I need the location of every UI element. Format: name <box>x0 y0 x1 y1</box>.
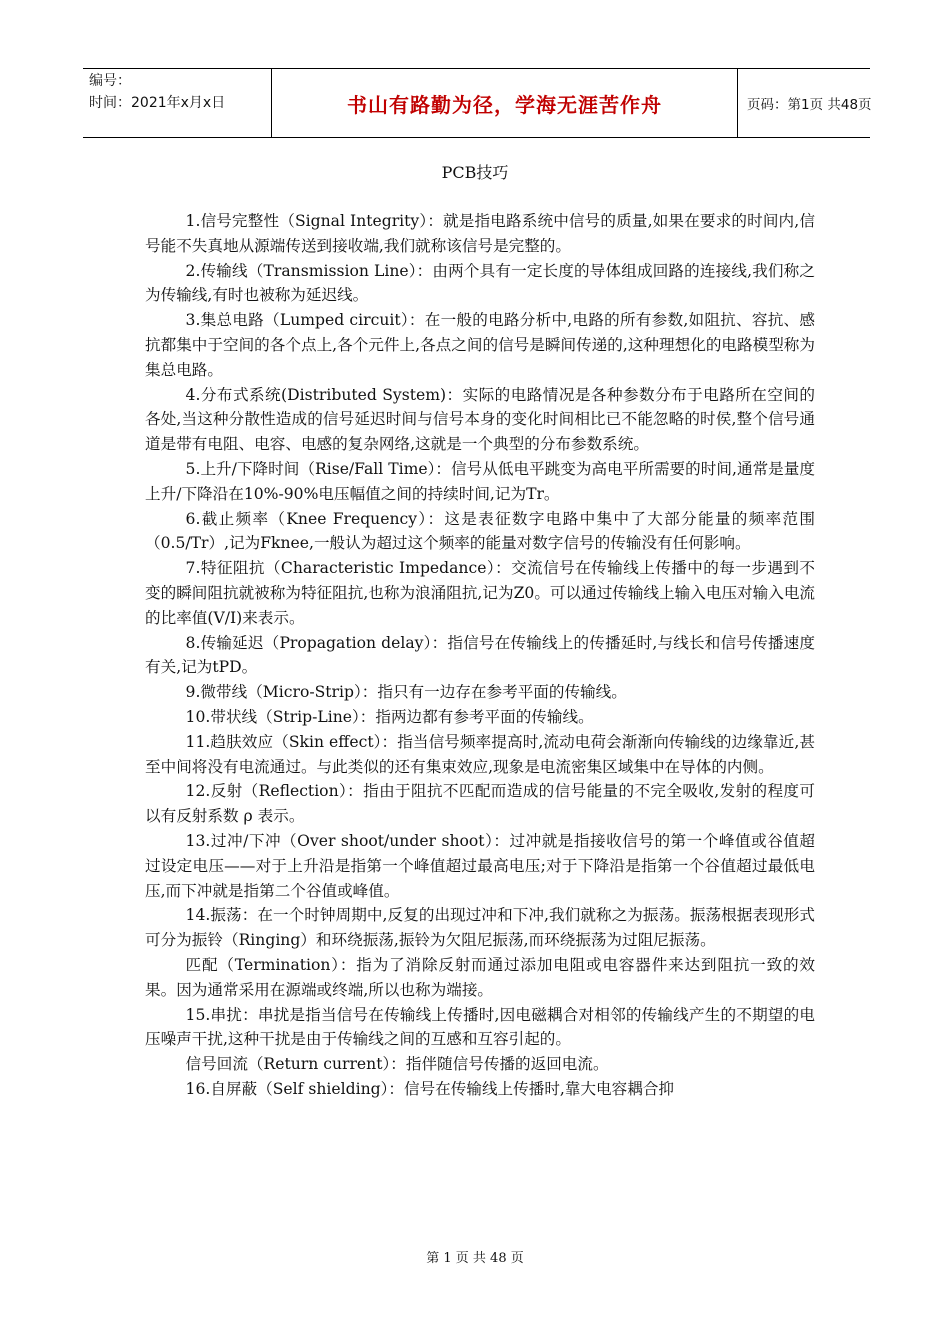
paragraph: 匹配（Termination）：指为了消除反射而通过添加电阻或电容器件来达到阻抗一致的效果。因为通常采用在源端或终端,所以也称为端接。 <box>145 955 815 999</box>
paragraph: 5.上升/下降时间（Rise/Fall Time）：信号从低电平跳变为高电平所需要的时间,通常是量度上升/下降沿在10%-90%电压幅值之间的持续时间,记为Tr。 <box>145 459 815 503</box>
paragraph: 6.截止频率（Knee Frequency）：这是表征数字电路中集中了大部分能量的频率范围（0.5/Tr）,记为Fknee,一般认为超过这个频率的能量对数字信号的传输没有任何影响。 <box>145 509 815 553</box>
page-header <box>83 68 870 138</box>
header-page-cell <box>737 69 870 137</box>
page-info: 页码：第1页 共48页 <box>747 97 872 113</box>
paragraph: 16.自屏蔽（Self shielding）：信号在传输线上传播时,靠大电容耦合抑 <box>185 1079 675 1098</box>
paragraph: 1.信号完整性（Signal Integrity）：就是指电路系统中信号的质量,如果在要求的时间内,信号能不失真地从源端传送到接收端,我们就称该信号是完整的。 <box>145 212 815 255</box>
code-label: 编号： <box>89 73 131 89</box>
time-label: 时间：2021年x月x日 <box>89 95 226 111</box>
document-body <box>145 209 815 1102</box>
paragraph: 4.分布式系统(Distributed System)：实际的电路情况是各种参数分布于电路所在空间的各处,当这种分散性造成的信号延迟时间与信号本身的变化时间相比已不能忽略的时侯,整个信号通道是带有电阻、电容、电感的复杂网络,这就是一个典型的分布参数系统。 <box>145 385 815 454</box>
paragraph: 14.振荡：在一个时钟周期中,反复的出现过冲和下冲,我们就称之为振荡。振荡根据表现形式可分为振铃（Ringing）和环绕振荡,振铃为欠阻尼振荡,而环绕振荡为过阻尼振荡。 <box>145 906 815 950</box>
paragraph: 11.趋肤效应（Skin effect）：指当信号频率提高时,流动电荷会渐渐向传输线的边缘靠近,甚至中间将没有电流通过。与此类似的还有集束效应,现象是电流密集区域集中在导体的内侧。 <box>145 732 815 776</box>
paragraph: 信号回流（Return current）：指伴随信号传播的返回电流。 <box>185 1055 609 1074</box>
paragraph: 9.微带线（Micro-Strip）：指只有一边存在参考平面的传输线。 <box>185 683 627 702</box>
paragraph: 3.集总电路（Lumped circuit）：在一般的电路分析中,电路的所有参数,如阻抗、容抗、感抗都集中于空间的各个点上,各个元件上,各点之间的信号是瞬间传递的,这种理想化的电路模型称为集总电路。 <box>145 311 815 379</box>
paragraph: 7.特征阻抗（Characteristic Impedance）：交流信号在传输线上传播中的每一步遇到不变的瞬间阻抗就被称为特征阻抗,也称为浪涌阻抗,记为Z0。可以通过传输线上输入电压对输入电流的比率值(V/I)来表示。 <box>145 559 816 627</box>
paragraph: 2.传输线（Transmission Line）：由两个具有一定长度的导体组成回路的连接线,我们称之为传输线,有时也被称为延迟线。 <box>145 261 815 305</box>
paragraph: 13.过冲/下冲（Over shoot/under shoot）：过冲就是指接收信号的第一个峰值或谷值超过设定电压——对于上升沿是指第一个峰值超过最高电压;对于下降沿是指第一个谷值超过最低电压,而下冲就是指第二个谷值或峰值。 <box>145 831 815 900</box>
paragraph: 12.反射（Reflection）：指由于阻抗不匹配而造成的信号能量的不完全吸收,发射的程度可以有反射系数 ρ 表示。 <box>145 782 815 826</box>
paragraph: 10.带状线（Strip-Line）：指两边都有参考平面的传输线。 <box>185 707 594 726</box>
motto: 书山有路勤为径，学海无涯苦作舟 <box>347 92 662 117</box>
paragraph: 15.串扰：串扰是指当信号在传输线上传播时,因电磁耦合对相邻的传输线产生的不期望的电压噪声干扰,这种干扰是由于传输线之间的互感和互容引起的。 <box>145 1005 815 1049</box>
header-meta <box>83 69 271 137</box>
paragraph: 8.传输延迟（Propagation delay）：指信号在传输线上的传播延时,与线长和信号传播速度有关,记为tPD。 <box>145 633 815 677</box>
page-footer: 第 1 页 共 48 页 <box>426 1251 524 1266</box>
document-title: PCB技巧 <box>441 163 509 182</box>
header-motto-cell <box>271 69 738 137</box>
